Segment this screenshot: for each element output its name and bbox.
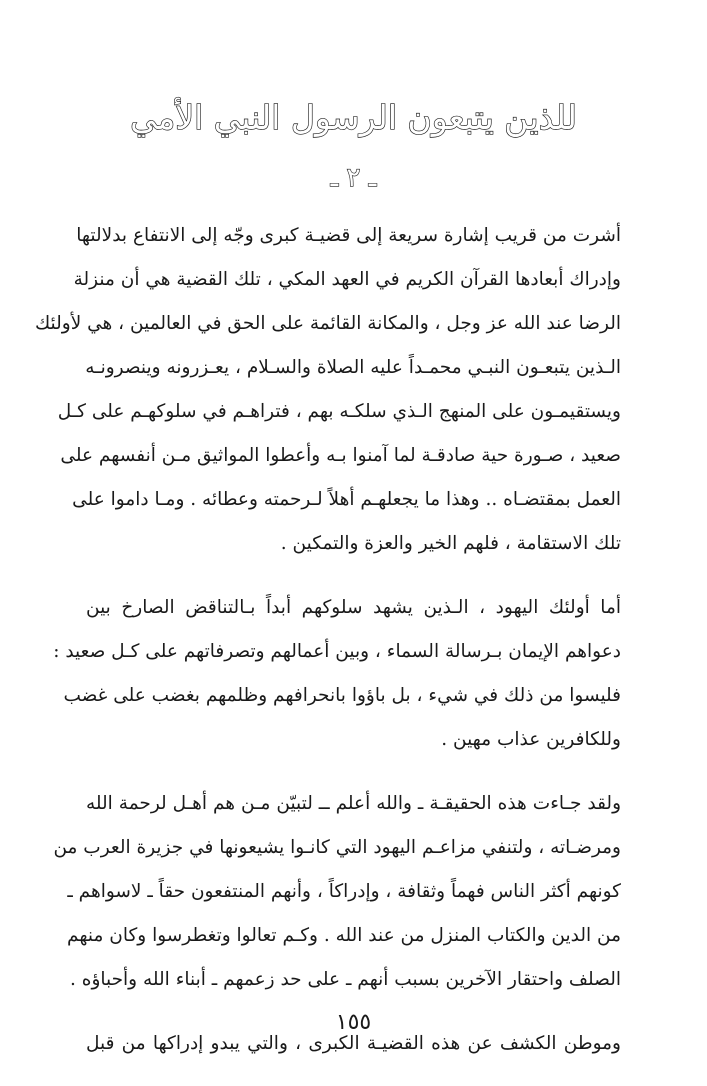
text-line: ومرضـاته ، ولتنفي مزاعـم اليهود التي كانـوا يشيعونها في جزيرة العرب من [53,837,621,858]
text-line: الصلف واحتقار الآخرين بسبب أنهم ـ على حد زعمهم ـ أبناء الله وأحباؤه . [70,969,621,990]
text-line: أشرت من قريب إشارة سريعة إلى قضيـة كبرى وجّه إلى الانتفاع بدلالتها [76,225,621,246]
text-line: تلك الاستقامة ، فلهم الخير والعزة والتمكين . [280,533,621,554]
text-line: كونهم أكثر الناس فهماً وثقافة ، وإدراكاً ، وأنهم المنتفعون حقاً ـ لاسواهم ـ [67,881,621,902]
paragraph-2 [53,586,621,762]
text-line: العمل بمقتضـاه .. وهذا ما يجعلهـم أهلاً لـرحمته وعطائه . ومـا داموا على [72,489,621,510]
text-line: الرضا عند الله عز وجل ، والمكانة القائمة على الحق في العالمين ، هي لأولئك [34,313,621,334]
page-number: ١٥٥ [335,1010,372,1035]
chapter-number: ـ ٢ ـ [330,163,377,193]
text-line: دعواهم الإيمان بـرسالة السماء ، وبين أعمالهم وتصرفاتهم على كـل صعيد : [53,641,621,662]
body-text [34,214,621,1086]
text-line: صعيد ، صـورة حية صادقـة لما آمنوا بـه وأعطوا المواثيق مـن أنفسهم على [60,445,621,466]
text-line: ولقد جـاءت هذه الحقيقـة ـ والله أعلم ــ لتبيّن مـن هم أهـل لرحمة الله [86,793,621,814]
paragraph-3 [53,782,621,1002]
paragraph-1 [34,214,621,566]
text-line: ويستقيمـون على المنهج الـذي سلكـه بهم ، فتراهـم في سلوكهـم على كـل [57,401,621,422]
text-line: وإدراك أبعادها القرآن الكريم في العهد المكي ، تلك القضية هي أن منزلة [73,269,621,290]
chapter-title: للذين يتبعون الرسول النبي الأمي [130,98,577,137]
text-line: أما أولئك اليهود ، الـذين يشهد سلوكهم أبداً بـالتناقض الصارخ بين [86,597,621,618]
text-line: فليسوا من ذلك في شيء ، بل باؤوا بانحرافهم وظلمهم بغضب على غضب [63,685,621,706]
text-line: وموطن الكشف عن هذه القضيـة الكبرى ، والتي يبدو إدراكها من قبل [86,1033,621,1054]
text-line: وللكافرين عذاب مهين . [441,729,621,750]
text-line: الـذين يتبعـون النبـي محمـداً عليه الصلاة والسـلام ، يعـزرونه وينصرونـه [85,357,621,378]
text-line: من الدين والكتاب المنزل من عند الله . وكـم تعالوا وتغطرسوا وكان منهم [67,925,621,946]
